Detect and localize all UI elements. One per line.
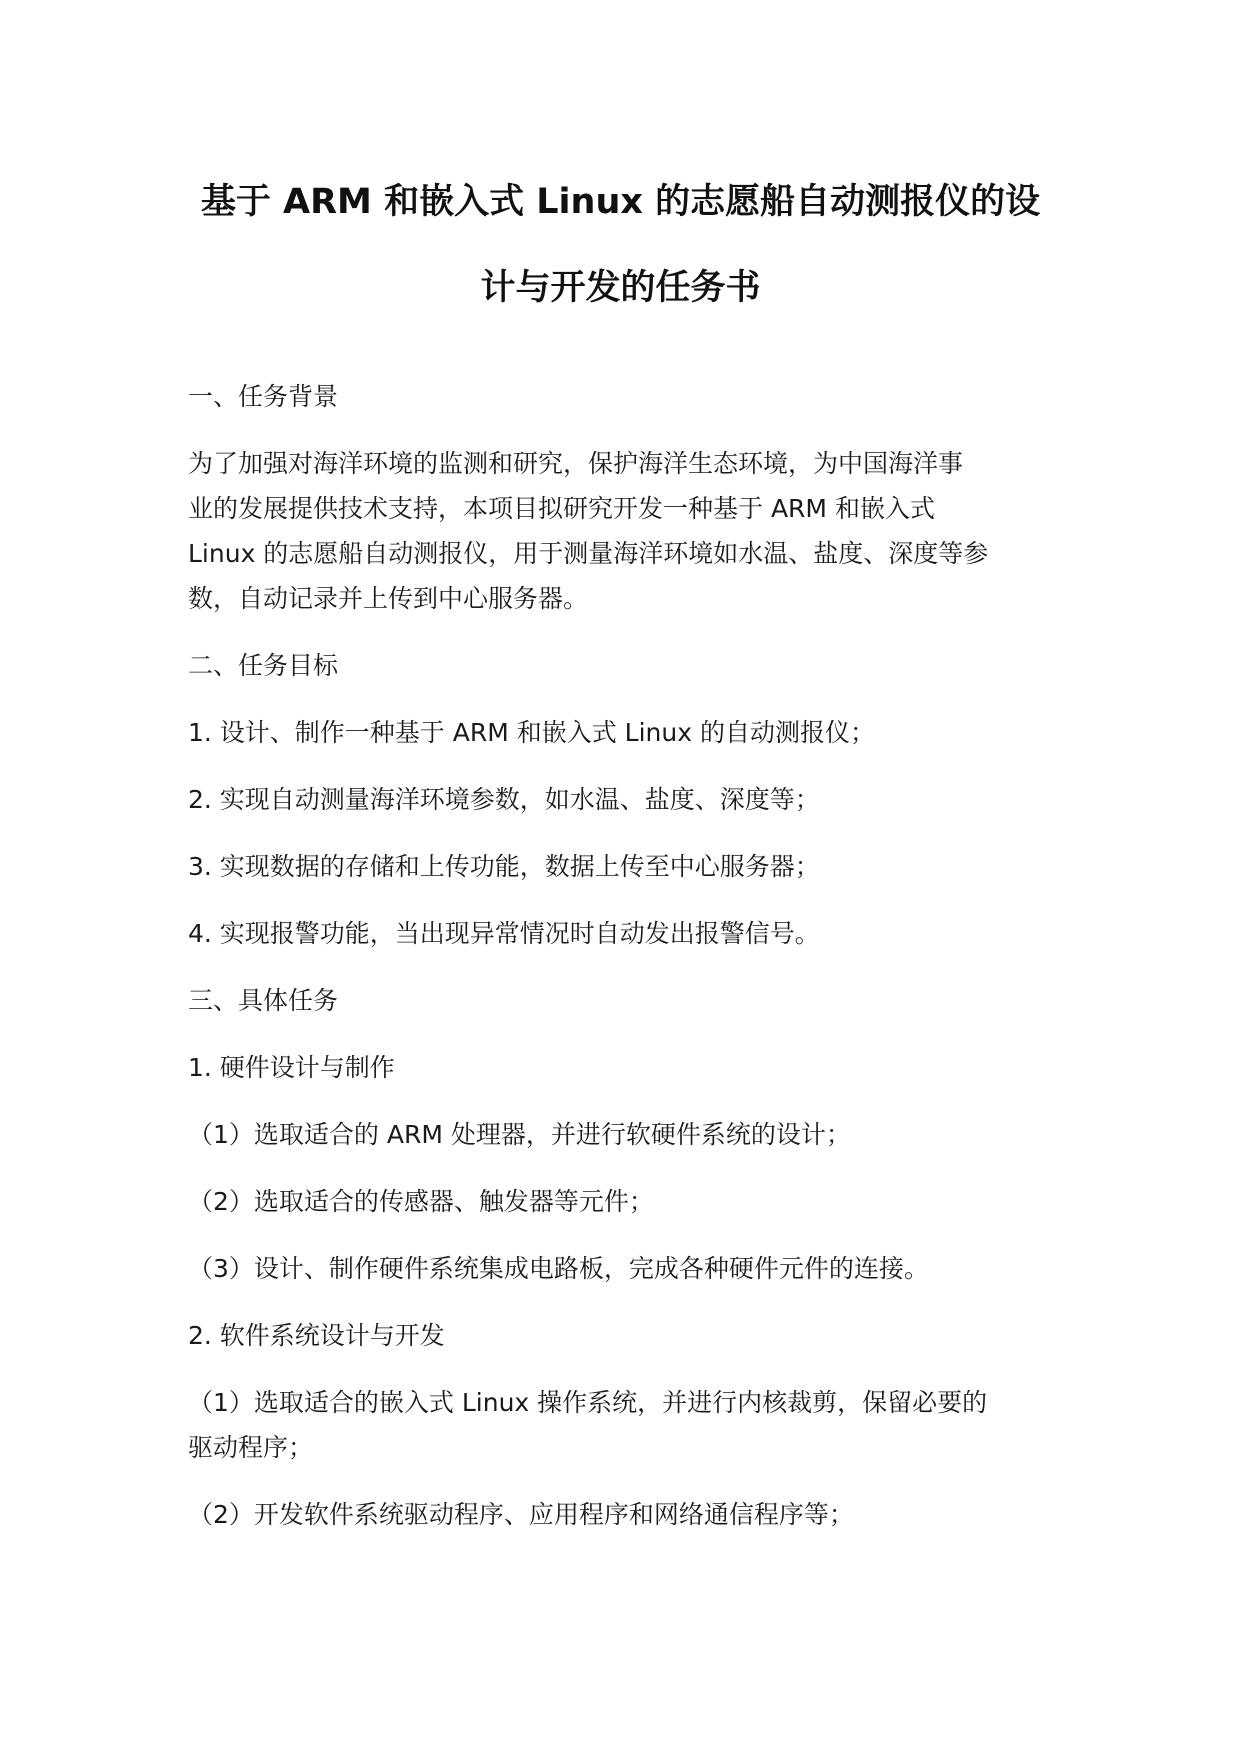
section-heading-tasks: 三、具体任务: [188, 986, 339, 1015]
software-task-item: （2）开发软件系统驱动程序、应用程序和网络通信程序等；: [188, 1500, 854, 1529]
hardware-task-item: （3）设计、制作硬件系统集成电路板，完成各种硬件元件的连接。: [188, 1254, 929, 1283]
goal-item: 2. 实现自动测量海洋环境参数，如水温、盐度、深度等；: [188, 785, 820, 814]
subsection-heading-hardware: 1. 硬件设计与制作: [188, 1053, 395, 1082]
software-task-item-line: 驱动程序；: [188, 1433, 314, 1462]
hardware-task-item: （2）选取适合的传感器、触发器等元件；: [188, 1187, 654, 1216]
section-heading-background: 一、任务背景: [188, 382, 339, 411]
background-paragraph-line: 数，自动记录并上传到中心服务器。: [188, 584, 589, 613]
background-paragraph-line: Linux 的志愿船自动测报仪，用于测量海洋环境如水温、盐度、深度等参: [188, 539, 989, 568]
background-paragraph-line: 业的发展提供技术支持，本项目拟研究开发一种基于 ARM 和嵌入式: [188, 494, 935, 523]
document-title-line-1: 基于 ARM 和嵌入式 Linux 的志愿船自动测报仪的设: [200, 182, 1041, 222]
hardware-task-item: （1）选取适合的 ARM 处理器，并进行软硬件系统的设计；: [188, 1120, 851, 1149]
goal-item: 1. 设计、制作一种基于 ARM 和嵌入式 Linux 的自动测报仪；: [188, 718, 875, 747]
background-paragraph-line: 为了加强对海洋环境的监测和研究，保护海洋生态环境，为中国海洋事: [188, 449, 964, 478]
section-heading-goals: 二、任务目标: [188, 651, 339, 680]
goal-item: 4. 实现报警功能，当出现异常情况时自动发出报警信号。: [188, 919, 820, 948]
document-title-line-2: 计与开发的任务书: [480, 268, 761, 308]
goal-item: 3. 实现数据的存储和上传功能，数据上传至中心服务器；: [188, 852, 820, 881]
software-task-item-line: （1）选取适合的嵌入式 Linux 操作系统，并进行内核裁剪，保留必要的: [188, 1388, 988, 1417]
subsection-heading-software: 2. 软件系统设计与开发: [188, 1321, 445, 1350]
